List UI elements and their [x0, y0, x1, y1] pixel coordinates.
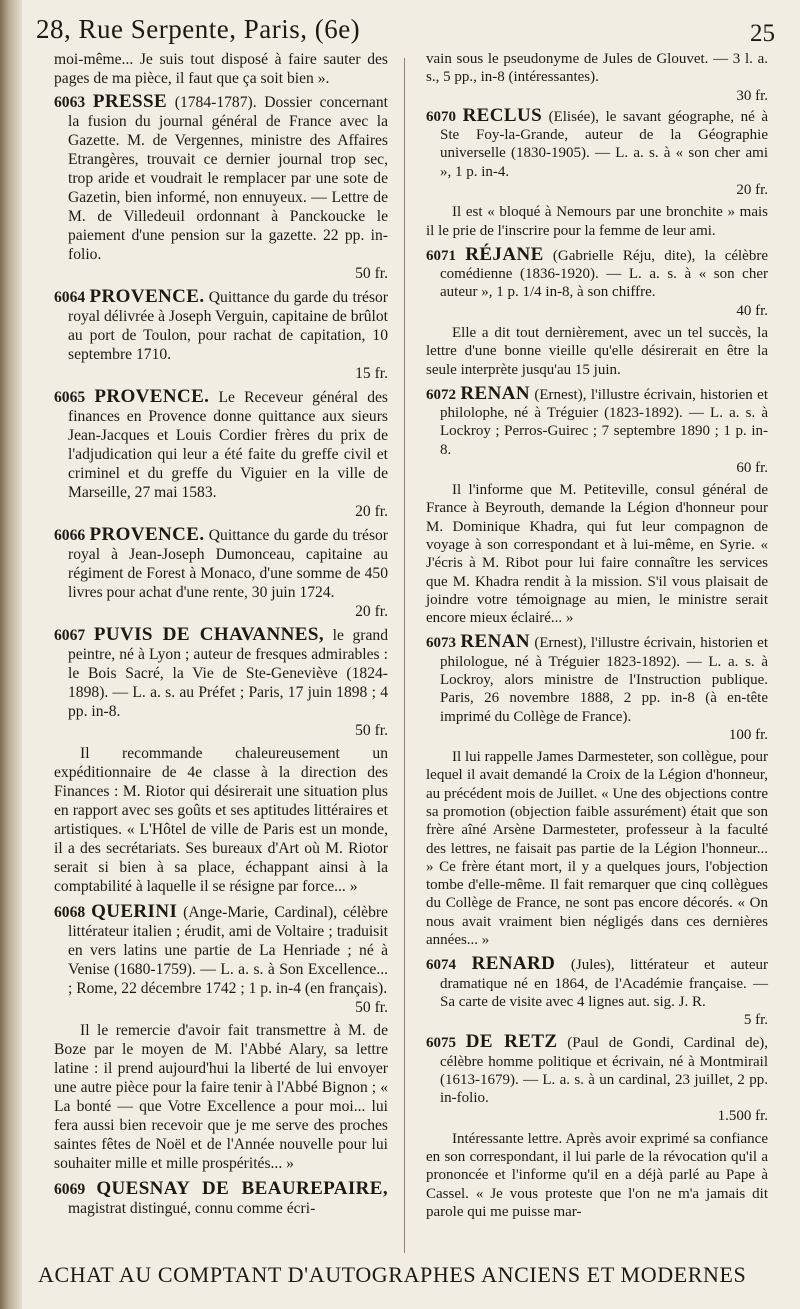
- entry-note: Il l'informe que M. Petiteville, consul général de France à Beyrouth, demande la Légion d'honneur pour M. Dominique Khadra, qui fut leur compagnon de voyage à son correspondant et à lui-même, en Syrie. « J'écris à M. Ribot pour lui faire connaître les services que M. Khadra rendit à la mission. S'il vous plaisait de joindre votre témoignage au mien, le ministre serait encore mieux éclairé... »: [426, 482, 768, 627]
- entry-note: Il est « bloqué à Nemours par une bronchite » mais il le prie de l'inscrire pour la femme de leur ami.: [426, 204, 768, 239]
- entry-price: 20 fr.: [355, 603, 388, 620]
- continued-text-body: vain sous le pseudonyme de Jules de Glouvet. — 3 l. a. s., 5 pp., in-8 (intéressantes).: [426, 51, 768, 86]
- entry-number: 6071: [426, 247, 456, 264]
- left-column: [54, 50, 388, 1222]
- entry-name: QUERINI: [91, 901, 178, 922]
- entry-number: 6063: [54, 94, 86, 111]
- entry-text: magistrat distingué, connu comme écri-: [68, 1200, 316, 1217]
- entry-text: (Paul de Gondi, Cardinal de), célèbre homme politique et écrivain, né à Montmirail (1613-1679). — L. a. s. à un cardinal, 23 juillet, 2 pp. in-folio.: [440, 1035, 769, 1107]
- column-divider: [404, 58, 405, 1253]
- entry-number: 6075: [426, 1035, 456, 1052]
- entry-number: 6064: [54, 289, 86, 306]
- entry-number: 6066: [54, 527, 86, 544]
- entry-number: 6067: [54, 627, 86, 644]
- right-column: [426, 50, 768, 1227]
- catalog-entry-6075: [426, 1033, 768, 1125]
- page-binding-edge: [0, 0, 22, 1309]
- entry-name: PROVENCE.: [94, 386, 210, 407]
- entry-text: Le Receveur général des finances en Provence donne quittance aux sieurs Jean-Jacques et Louis Cordier frères du prix de l'adjudication qui leur a été faite du greffe civil et criminel et du greffe du Viguier en la ville de Marseille, 27 mai 1583.: [68, 389, 388, 501]
- entry-name: PRESSE: [92, 91, 168, 112]
- entry-price: 30 fr.: [736, 87, 768, 104]
- entry-name: RENAN: [460, 382, 530, 404]
- catalog-entry-6064: [54, 287, 388, 383]
- entry-number: 6068: [54, 904, 86, 921]
- entry-text: Quittance du garde du trésor royal à Jean-Joseph Dumonceau, capitaine au régiment de Forest à Monaco, d'une somme de 450 livres pour achat d'une rente, 30 juin 1724.: [68, 527, 388, 601]
- entry-number: 6065: [54, 389, 86, 406]
- entry-text: (1784-1787). Dossier concernant la fusion du journal général de France avec la Gazette. M. de Vergennes, ministre des Affaires Etrangères, trouvait ce dernier journal trop sec, trop aride et voudrait le remplacer par une sote de Gazetin, bien informé, non ennuyeux. — Lettre de M. de Villedeuil ordonnant à Panckoucke le paiement d'une pension sur la gazette. 22 pp. in-folio.: [68, 94, 388, 263]
- page-header: 28, Rue Serpente, Paris, (6e): [36, 14, 361, 44]
- entry-name: RENAN: [460, 631, 530, 653]
- entry-text: (Ange-Marie, Cardinal), célèbre littérateur italien ; érudit, ami de Voltaire ; traduisit en vers latins une partie de La Henriade ; né à Venise (1680-1759). — L. a. s. à Son Excellence... ; Rome, 22 décembre 1742 ; 1 p. in-4 (en français).: [68, 904, 388, 997]
- continued-text: moi-même... Je suis tout disposé à faire sauter des pages de ma pièce, il faut que ça soit bien ».: [54, 51, 388, 87]
- entry-name: PUVIS DE CHAVANNES,: [93, 624, 324, 645]
- catalog-entry-6063: [54, 92, 388, 283]
- entry-name: RÉJANE: [465, 243, 544, 265]
- entry-name: RENARD: [471, 953, 556, 975]
- entry-note: Elle a dit tout dernièrement, avec un tel succès, la lettre d'une bonne vieille qu'elle désirerait en être la seule interprète jusqu'au 15 juin.: [426, 324, 768, 378]
- entry-name: QUESNAY DE BEAUREPAIRE,: [96, 1178, 388, 1199]
- catalog-entry-6073: [426, 633, 768, 744]
- entry-text: (Gabrielle Réju, dite), la célèbre comédienne (1836-1920). — L. a. s. à « son cher auteur », 1 p. 1/4 in-8, à son chiffre.: [440, 247, 768, 301]
- entry-name: PROVENCE.: [89, 524, 205, 545]
- entry-text: Quittance du garde du trésor royal délivrée à Joseph Verguin, capitaine de brûlot au port de Toulon, pour rachat de capitation, 10 septembre 1710.: [68, 289, 388, 363]
- catalog-entry-6072: [426, 382, 769, 477]
- entry-text: (Jules), littérateur et auteur dramatique né en 1864, de l'Académie française. — Sa carte de visite avec 4 lignes aut. sig. J. R.: [440, 957, 768, 1010]
- entry-number: 6074: [426, 957, 456, 974]
- entry-price: 15 fr.: [355, 365, 388, 382]
- entry-note: Il lui rappelle James Darmesteter, son collègue, pour lequel il avait demandé la Croix de la Légion d'honneur, au précédent mois de Juillet. « Une des objections contre sa promotion (objection faible assurément) était que son frère aîné Arsène Darmesteter, professeur à la faculté des lettres, ne faisait pas partie de la Légion l'honneur... » Ce frère étant mort, il y a quelques jours, l'objection tombe d'elle-même. Il fait remarquer que cinq collègues du Collège de France, ne sont pas encore décorés. « On nous avait vraiment bien négligés dans ces dernières années... »: [426, 749, 768, 948]
- entry-note: Intéressante lettre. Après avoir exprimé sa confiance en son correspondant, il lui parle de la révocation qu'il a prononcée et l'informe qu'il en a déjà parlé au Pape à Cassel. « Je vous proteste que l'on ne m'a jamais dit parole qui me puisse mar-: [426, 1130, 768, 1220]
- entry-price: 1.500 fr.: [717, 1108, 768, 1125]
- page-number: 25: [750, 20, 775, 47]
- entry-name: PROVENCE.: [89, 286, 205, 307]
- catalog-entry-6068: [54, 902, 388, 1017]
- catalog-entry-6071: [426, 243, 768, 320]
- entry-text: (Elisée), le savant géographe, né à Ste Foy-la-Grande, auteur de la Géographie universelle (1830-1905). — L. a. s. à « son cher ami », 1 p. in-4.: [440, 108, 768, 180]
- entry-price: 5 fr.: [743, 1012, 768, 1029]
- entry-number: 6073: [426, 635, 456, 652]
- page-footer: ACHAT AU COMPTANT D'AUTOGRAPHES ANCIENS ET MODERNES: [38, 1262, 747, 1287]
- entry-price: 50 fr.: [355, 722, 388, 739]
- entry-text: (Ernest), l'illustre écrivain, historien et philologue, né à Tréguier 1823-1892). — L. a. s. à Lockroy, alors ministre de l'Instruction publique. Paris, 26 novembre 1888, 2 pp. in-8 (à en-tête imprimé du Collège de France).: [440, 635, 769, 725]
- entry-text: (Ernest), l'illustre écrivain, historien et philolophe, né à Tréguier (1823-1892). — L. a. s. à Lockroy ; Perros-Guirec ; 7 septembre 1890 ; 1 p. in-8.: [440, 386, 769, 458]
- entry-price: 60 fr.: [736, 459, 768, 476]
- catalog-entry-6065: [54, 387, 388, 521]
- entry-price: 40 fr.: [736, 302, 768, 319]
- entry-number: 6069: [54, 1181, 86, 1198]
- catalog-entry-6066: [54, 525, 388, 621]
- catalog-entry-6070: [426, 104, 768, 199]
- entry-price: 20 fr.: [355, 503, 388, 520]
- entry-price: 50 fr.: [355, 999, 388, 1016]
- entry-price: 100 fr.: [728, 726, 768, 743]
- catalog-entry-6069: [54, 1179, 388, 1218]
- entry-name: RECLUS: [462, 104, 543, 126]
- entry-note: Il le remercie d'avoir fait transmettre à M. de Boze par le moyen de M. l'Abbé Alary, sa lettre latine : il prend aujourd'hui la liberté de lui envoyer une autre pièce pour la faire tenir à l'Abbé Bignon ; « La bonté — que Votre Excellence a pour moi... lui fera aussi bien recevoir que je me serve des proches saintes fêtes de Noël et de l'Année nouvelle pour lui souhaiter mille et mille prospérités... »: [54, 1022, 388, 1172]
- entry-price: 50 fr.: [355, 265, 388, 282]
- entry-price: 20 fr.: [736, 181, 768, 198]
- entry-note: Il recommande chaleureusement un expéditionnaire de 4e classe à la direction des Finances : M. Riotor qui désirerait une situation plus en rapport avec ses goûts et ses aptitudes littéraires et artistiques. « L'Hôtel de ville de Paris est un monde, il a des secrétariats. Ses bureaux d'Art où M. Riotor serait si bien à sa place, échappant ainsi à la comptabilité à laquelle il se résigne par force... »: [54, 745, 388, 895]
- entry-number: 6072: [426, 386, 456, 403]
- catalog-entry-6074: [426, 955, 768, 1029]
- entry-text: le grand peintre, né à Lyon ; auteur de fresques admirables : le Bois Sacré, la Vie de Ste-Geneviève (1824-1898). — L. a. s. au Préfet ; Paris, 17 juin 1898 ; 4 pp. in-8.: [68, 627, 389, 720]
- entry-number: 6070: [426, 108, 456, 125]
- entry-name: DE RETZ: [465, 1031, 558, 1053]
- continued-text: [426, 50, 768, 105]
- catalog-entry-6067: [54, 625, 388, 740]
